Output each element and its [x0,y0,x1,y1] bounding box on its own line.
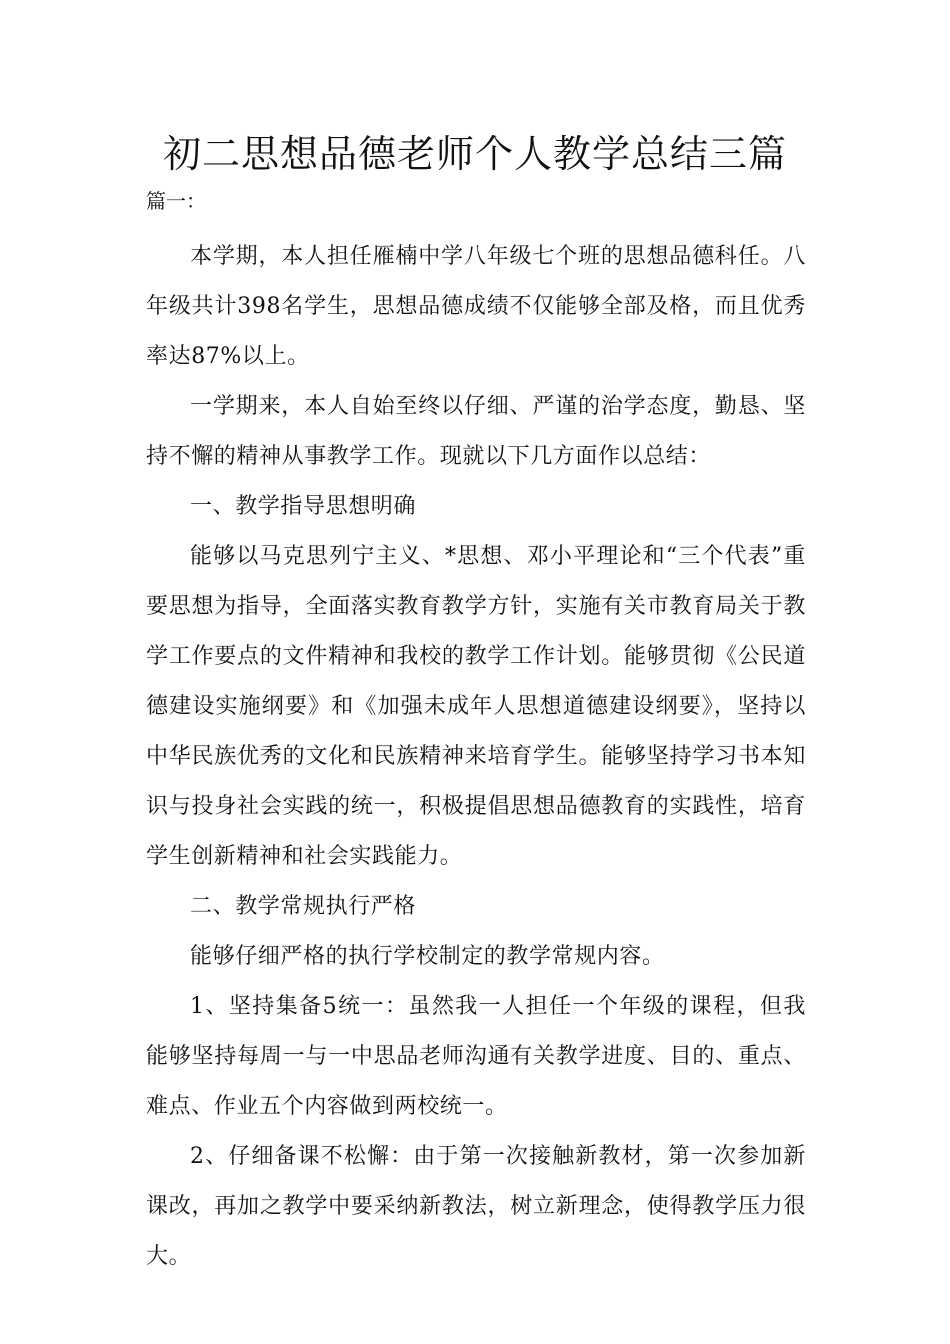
paragraph-routine: 能够仔细严格的执行学校制定的教学常规内容。 [190,944,665,969]
paragraph-intro: 本学期，本人担任雁楠中学八年级七个班的思想品德科任。八年级共计398名学生，思想品德成绩不仅能够全部及格，而且优秀率达87%以上。 [146,244,806,369]
section-heading-2: 二、教学常规执行严格 [190,894,417,919]
document-body [146,232,806,1282]
paragraph-item-2: 2、仔细备课不松懈：由于第一次接触新教材，第一次参加新课改，再加之教学中要采纳新教法，树立新理念，使得教学压力很大。 [146,1144,806,1269]
paragraph-overview: 一学期来，本人自始至终以仔细、严谨的治学态度，勤恳、坚持不懈的精神从事教学工作。现就以下几方面作以总结： [146,394,806,469]
document-title: 初二思想品德老师个人教学总结三篇 [162,132,787,176]
section-heading-1: 一、教学指导思想明确 [190,494,417,519]
paragraph-item-1: 1、坚持集备5统一：虽然我一人担任一个年级的课程，但我能够坚持每周一与一中思品老师沟通有关教学进度、目的、重点、难点、作业五个内容做到两校统一。 [146,994,806,1119]
paragraph-guidance: 能够以马克思列宁主义、*思想、邓小平理论和“三个代表”重要思想为指导，全面落实教育教学方针，实施有关市教育局关于教学工作要点的文件精神和我校的教学工作计划。能够贯彻《公民道德建设实施纲要》和《加强未成年人思想道德建设纲要》，坚持以中华民族优秀的文化和民族精神来培育学生。能够坚持学习书本知识与投身社会实践的统一，积极提倡思想品德教育的实践性，培育学生创新精神和社会实践能力。 [146,544,806,869]
section-label: 篇一： [146,189,206,213]
